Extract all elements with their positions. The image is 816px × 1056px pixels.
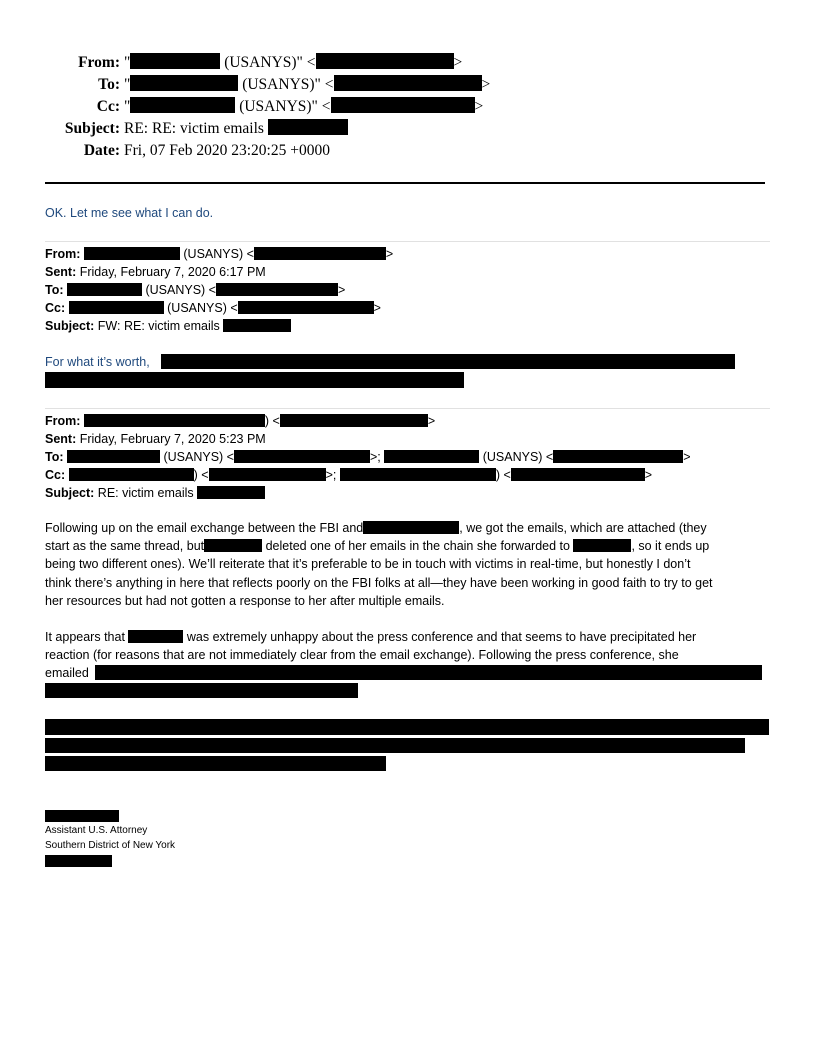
fw2-sent-row: Sent: Friday, February 7, 2020 5:23 PM xyxy=(45,432,266,446)
fw1-comment: For what it’s worth, xyxy=(45,355,150,369)
body-paragraph-2: It appears that was extremely unhappy about the press conference and that seems to have precipitated her reaction (for reasons that are not immediately clear from the email exchange). Following the press conference, she emailed xyxy=(45,630,697,681)
redaction-block xyxy=(45,738,745,753)
redaction xyxy=(334,75,482,91)
fw1-sent-value: Friday, February 7, 2020 6:17 PM xyxy=(79,265,266,279)
fw1-from-row: From: (USANYS) < > xyxy=(45,247,394,261)
fw2-to-row: To: (USANYS) < >; (USANYS) < > xyxy=(45,450,691,464)
redaction-block xyxy=(161,354,735,369)
signature-title: Assistant U.S. Attorney xyxy=(45,825,148,836)
fw1-subject-row: Subject: FW: RE: victim emails xyxy=(45,317,291,335)
redaction xyxy=(69,301,164,314)
date-label: Date: xyxy=(83,142,120,159)
date-value: Fri, 07 Feb 2020 23:20:25 +0000 xyxy=(124,142,330,159)
fw1-sent-row: Sent: Friday, February 7, 2020 6:17 PM xyxy=(45,265,266,279)
fw2-subject-value: RE: victim emails xyxy=(97,486,194,500)
redaction xyxy=(553,450,683,463)
redaction xyxy=(238,301,374,314)
redaction xyxy=(384,450,479,463)
redaction xyxy=(84,247,180,260)
fw2-sent-value: Friday, February 7, 2020 5:23 PM xyxy=(79,432,266,446)
redaction xyxy=(316,53,454,69)
redaction xyxy=(130,75,238,91)
divider xyxy=(45,408,770,409)
redaction xyxy=(340,468,496,481)
header-cc-row: Cc: " (USANYS)" < > xyxy=(40,96,490,118)
cc-label: Cc: xyxy=(96,98,120,115)
redaction xyxy=(128,630,183,643)
redaction xyxy=(130,97,235,113)
redaction xyxy=(511,468,645,481)
fw1-to-row: To: (USANYS) < > xyxy=(45,283,346,297)
fw1-subject-value: FW: RE: victim emails xyxy=(97,319,220,333)
redaction xyxy=(268,119,348,135)
header-to-row: To: " (USANYS)" < > xyxy=(40,74,490,96)
redaction xyxy=(67,450,160,463)
fw2-subject-row: Subject: RE: victim emails xyxy=(45,484,265,502)
redaction-block xyxy=(45,683,358,698)
subject-label: Subject: xyxy=(64,120,120,137)
signature-contact-redaction xyxy=(45,855,112,867)
redaction xyxy=(331,97,475,113)
redaction xyxy=(216,283,338,296)
fw1-cc-row: Cc: (USANYS) < > xyxy=(45,301,381,315)
to-label: To: xyxy=(98,76,120,93)
redaction-block xyxy=(45,372,464,388)
redaction xyxy=(209,468,326,481)
header-date-row xyxy=(40,140,490,162)
header-subject-row xyxy=(40,118,490,140)
divider xyxy=(45,241,770,242)
redaction xyxy=(204,539,262,552)
redaction xyxy=(363,521,459,534)
fw2-from-row: From: ) < > xyxy=(45,414,436,428)
redaction xyxy=(280,414,428,427)
redaction-block xyxy=(45,719,769,735)
redaction xyxy=(67,283,142,296)
subject-value: RE: RE: victim emails xyxy=(124,120,264,137)
email-header xyxy=(40,52,490,162)
redaction xyxy=(223,319,291,332)
fw2-cc-row: Cc: ) < >; ) < > xyxy=(45,468,653,482)
from-label: From: xyxy=(78,54,120,71)
redaction-block xyxy=(95,665,762,680)
redaction xyxy=(130,53,220,69)
redaction xyxy=(69,468,194,481)
header-from-row: From: " (USANYS)" < > xyxy=(40,52,490,74)
redaction xyxy=(254,247,386,260)
signature-name-redaction xyxy=(45,810,119,822)
header-divider xyxy=(45,182,765,184)
redaction xyxy=(84,414,265,427)
redaction xyxy=(197,486,265,499)
reply-text: OK. Let me see what I can do. xyxy=(45,206,214,220)
body-paragraph-1: Following up on the email exchange between the FBI and , we got the emails, which are attached (they start as the same thread, but deleted one of her emails in the chain she forwarded to , so it ends up being two different ones). We’ll reiterate that it’s preferable to be in touch with victims in real-time, but honestly I don’t think there’s anything in here that reflects poorly on the FBI folks at all—they have been working in good faith to try to get her resources but had not gotten a response to her after multiple emails. xyxy=(45,521,713,608)
signature-office: Southern District of New York xyxy=(45,840,176,851)
redaction xyxy=(234,450,370,463)
redaction-block xyxy=(45,756,386,771)
redaction xyxy=(573,539,631,552)
